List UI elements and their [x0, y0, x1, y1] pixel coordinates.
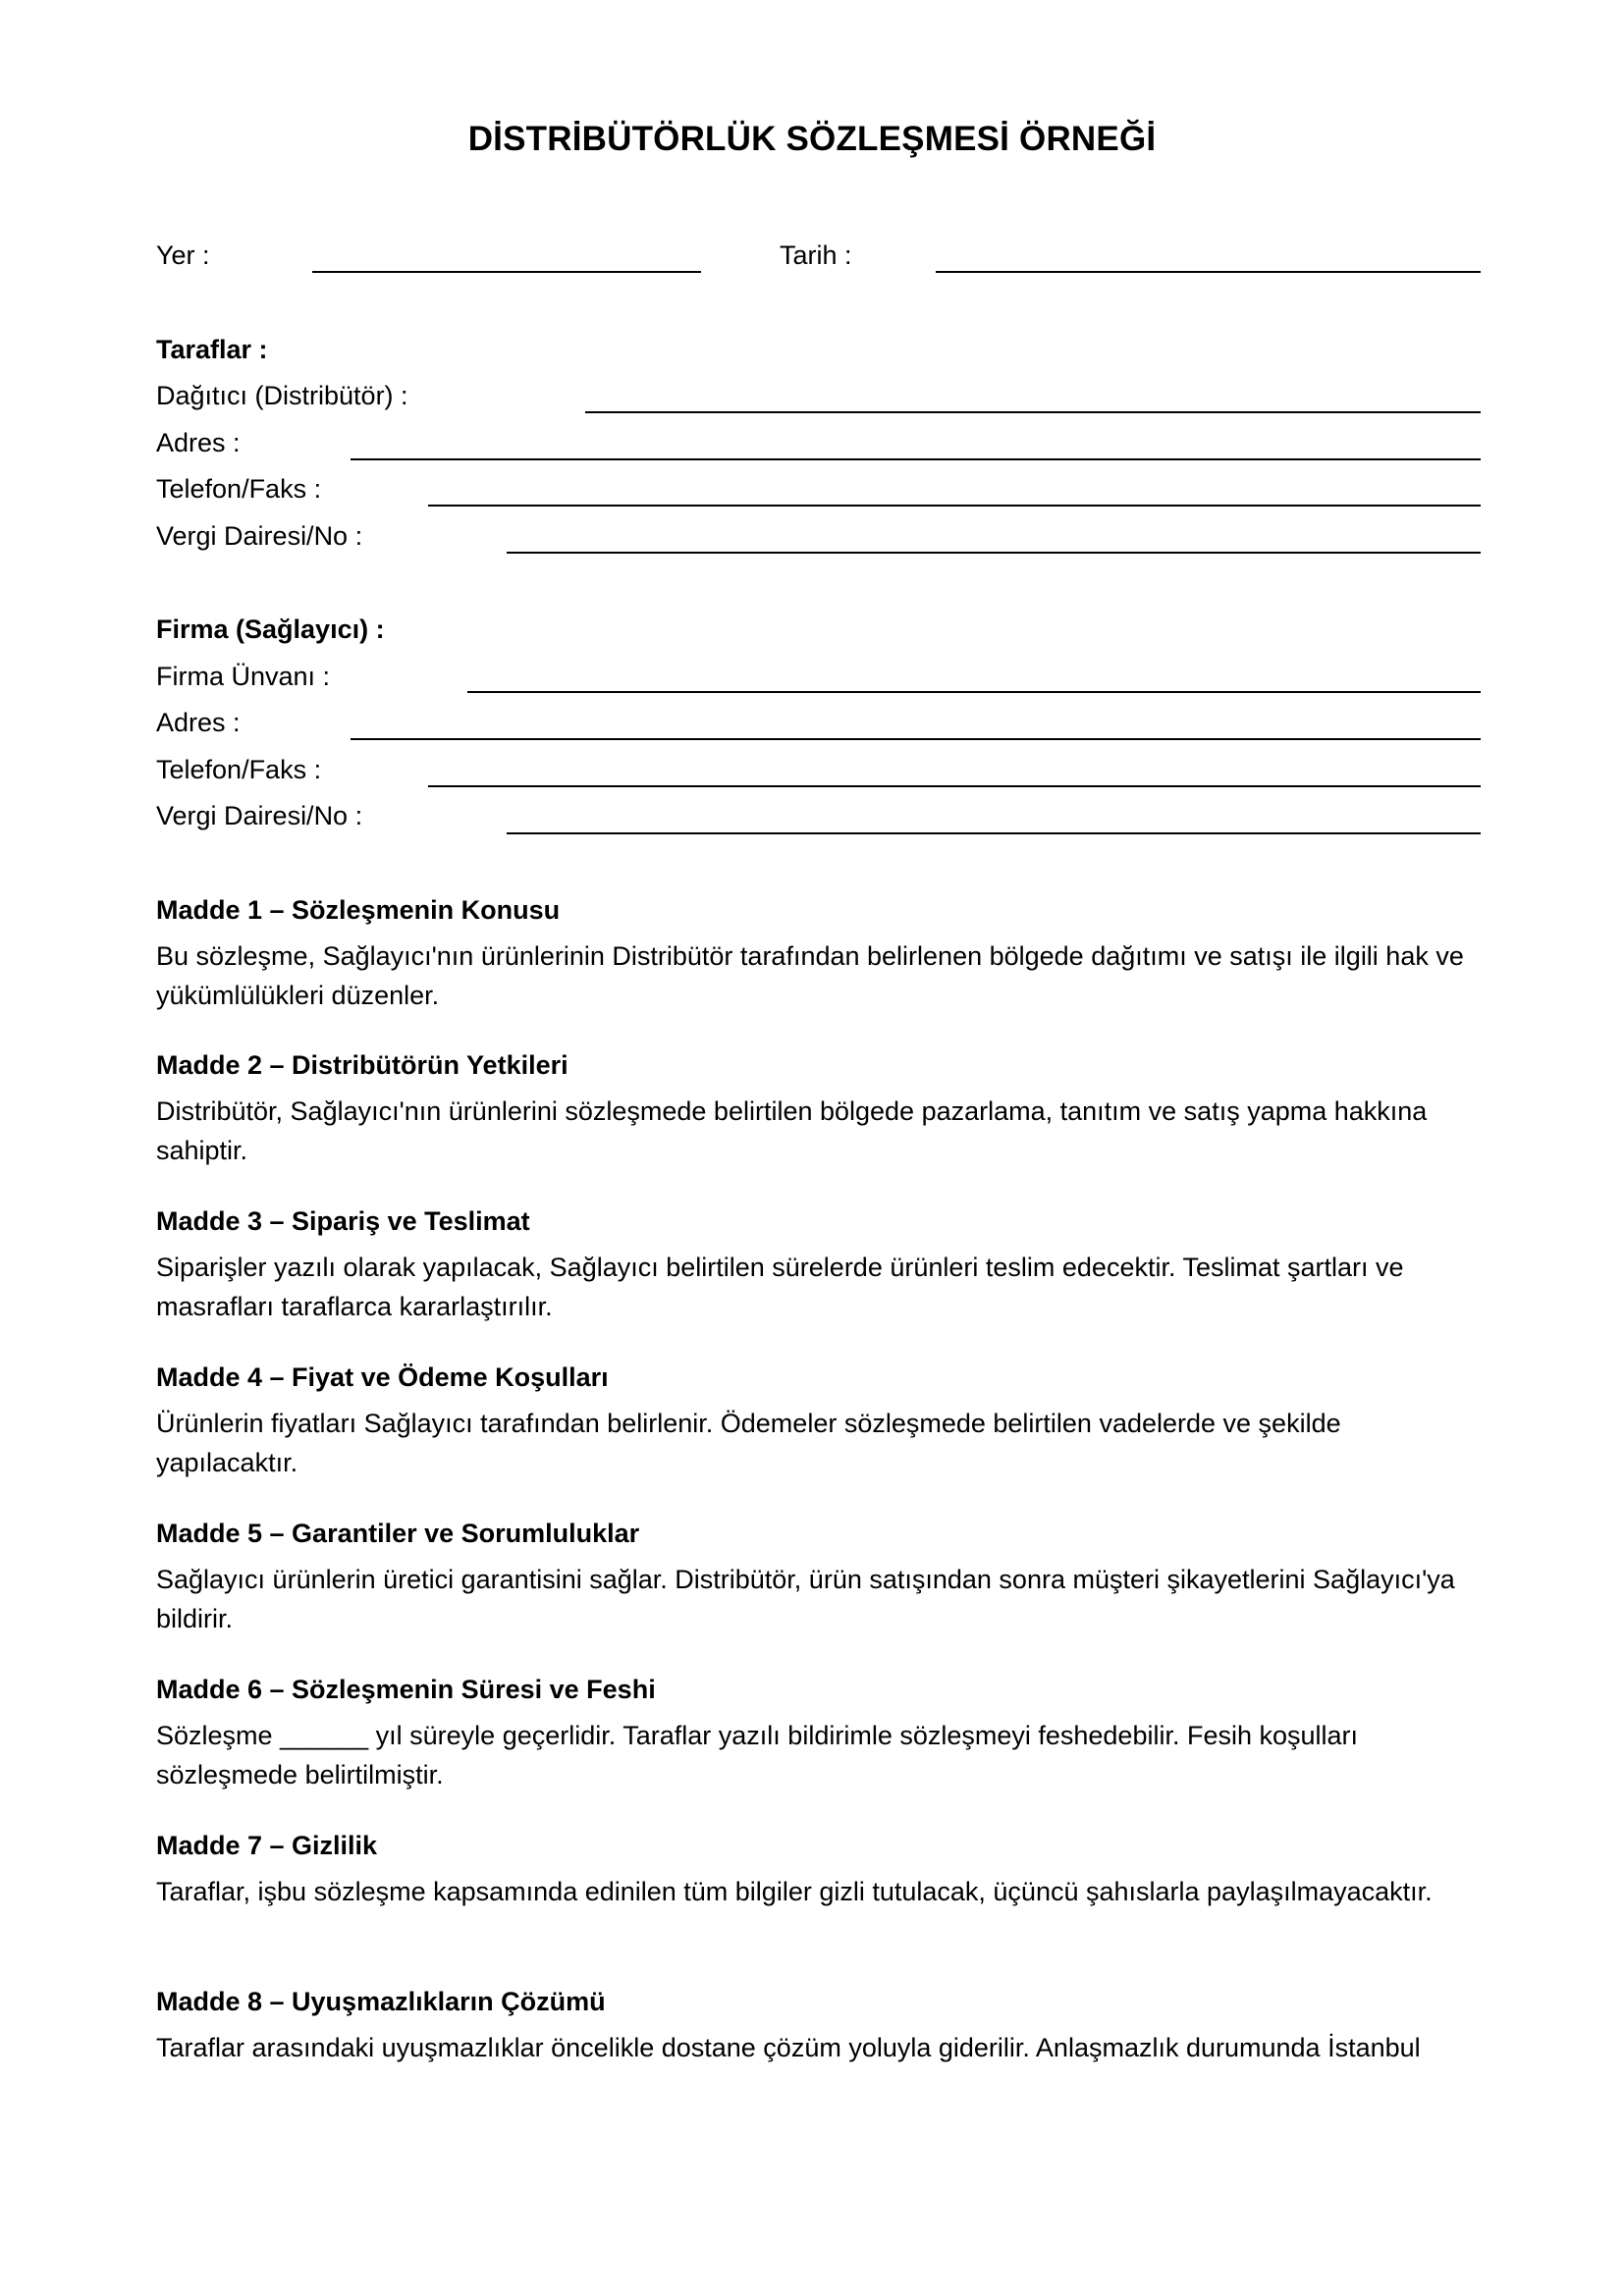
document-title: DİSTRİBÜTÖRLÜK SÖZLEŞMESİ ÖRNEĞİ: [467, 120, 1157, 158]
distributor-name-field[interactable]: [585, 411, 1481, 413]
article-heading: Madde 1 – Sözleşmenin Konusu: [156, 895, 561, 925]
supplier-name-label: Firma Ünvanı :: [156, 662, 331, 691]
supplier-heading: Firma (Sağlayıcı) :: [156, 614, 385, 644]
place-field[interactable]: [312, 271, 701, 273]
article-heading: Madde 7 – Gizlilik: [156, 1831, 378, 1860]
article-8: [156, 1985, 1482, 2067]
distributor-tax-field[interactable]: [507, 552, 1481, 554]
article-body: Distribütör, Sağlayıcı'nın ürünlerini sözleşmede belirtilen bölgede pazarlama, tanıtım ve satış yapma hakkına sahiptir.: [156, 1096, 1428, 1165]
parties-heading: Taraflar :: [156, 335, 268, 364]
date-label: Tarih :: [780, 240, 852, 270]
supplier-name-field[interactable]: [467, 691, 1481, 693]
distributor-address-field[interactable]: [351, 458, 1481, 460]
supplier-address-field[interactable]: [351, 738, 1481, 740]
article-body: Taraflar arasındaki uyuşmazlıklar öncelikle dostane çözüm yoluyla giderilir. Anlaşmazlık durumunda İstanbul: [156, 2033, 1421, 2062]
article-6: [156, 1673, 1482, 1794]
place-label: Yer :: [156, 240, 210, 270]
distributor-phone-label: Telefon/Faks :: [156, 474, 322, 504]
supplier-address-label: Adres :: [156, 708, 241, 737]
article-4: [156, 1361, 1482, 1482]
article-body: Sağlayıcı ürünlerin üretici garantisini sağlar. Distribütör, ürün satışından sonra müşteri şikayetlerini Sağlayıcı'ya bildirir.: [156, 1565, 1455, 1633]
supplier-tax-field[interactable]: [507, 832, 1481, 834]
article-heading: Madde 6 – Sözleşmenin Süresi ve Feshi: [156, 1675, 656, 1704]
supplier-phone-field[interactable]: [428, 785, 1481, 787]
article-body: Bu sözleşme, Sağlayıcı'nın ürünlerinin Distribütör tarafından belirlenen bölgede dağıtımı ve satışı ile ilgili hak ve yükümlülükleri düzenler.: [156, 941, 1464, 1010]
article-body: Taraflar, işbu sözleşme kapsamında edinilen tüm bilgiler gizli tutulacak, üçüncü şahıslarla paylaşılmayacaktır.: [156, 1877, 1433, 1906]
date-field[interactable]: [936, 271, 1481, 273]
supplier-tax-label: Vergi Dairesi/No :: [156, 801, 363, 830]
distributor-address-label: Adres :: [156, 428, 241, 457]
article-7: [156, 1829, 1482, 1911]
distributor-name-label: Dağıtıcı (Distribütör) :: [156, 381, 408, 410]
article-body: Siparişler yazılı olarak yapılacak, Sağlayıcı belirtilen sürelerde ürünleri teslim edecektir. Teslimat şartları ve masrafları taraflarca kararlaştırılır.: [156, 1253, 1404, 1321]
article-3: [156, 1204, 1482, 1326]
article-heading: Madde 4 – Fiyat ve Ödeme Koşulları: [156, 1362, 609, 1392]
distributor-tax-label: Vergi Dairesi/No :: [156, 521, 363, 551]
article-2: [156, 1048, 1482, 1170]
supplier-phone-label: Telefon/Faks :: [156, 755, 322, 784]
article-heading: Madde 3 – Sipariş ve Teslimat: [156, 1206, 530, 1236]
article-body: Ürünlerin fiyatları Sağlayıcı tarafından belirlenir. Ödemeler sözleşmede belirtilen vadelerde ve şekilde yapılacaktır.: [156, 1409, 1341, 1477]
article-heading: Madde 5 – Garantiler ve Sorumluluklar: [156, 1519, 640, 1548]
distributor-phone-field[interactable]: [428, 505, 1481, 507]
article-5: [156, 1517, 1482, 1638]
article-heading: Madde 2 – Distribütörün Yetkileri: [156, 1050, 568, 1080]
article-1: [156, 893, 1482, 1015]
article-heading: Madde 8 – Uyuşmazlıkların Çözümü: [156, 1987, 606, 2016]
article-body: Sözleşme ______ yıl süreyle geçerlidir. Taraflar yazılı bildirimle sözleşmeyi feshedebilir. Fesih koşulları sözleşmede belirtilmiştir.: [156, 1721, 1359, 1789]
